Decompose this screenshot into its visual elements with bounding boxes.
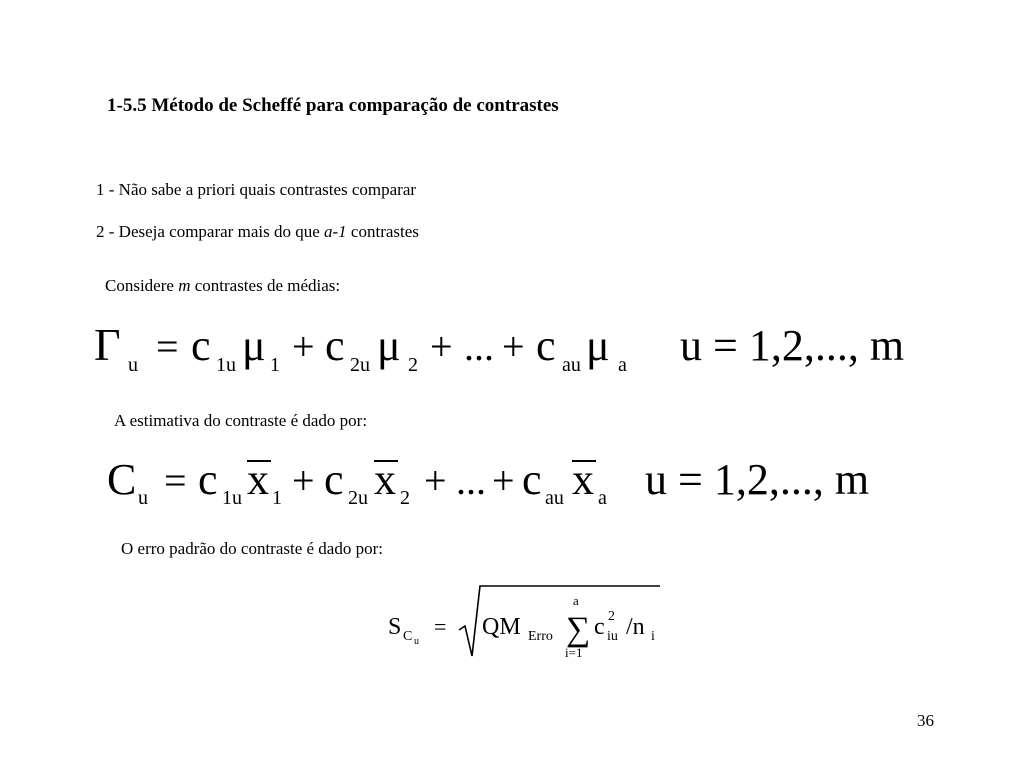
eq1-c1-sub: 1u xyxy=(216,354,236,376)
condition-2-prefix: 2 - Deseja comparar mais do que xyxy=(96,222,324,241)
condition-2-em: a-1 xyxy=(324,222,347,241)
eq3-c-sup: 2 xyxy=(608,609,615,624)
eq1-c2-sub: 2u xyxy=(350,354,370,376)
eq2-xa-sub: a xyxy=(598,487,607,509)
eq2-c-lhs: C xyxy=(107,455,137,504)
eq1-gamma-sub: u xyxy=(128,354,138,376)
eq1-mua-sub: a xyxy=(618,354,627,376)
eq3-c-sub: iu xyxy=(607,629,618,644)
eq3-n-sub: i xyxy=(651,629,655,644)
eq2-xa: x xyxy=(572,455,594,504)
eq1-mua: μ xyxy=(586,321,610,370)
eq2-plus1: + xyxy=(292,458,315,503)
condition-2-suffix: contrastes xyxy=(346,222,419,241)
eq3-s-sub: C xyxy=(403,629,413,644)
eq2-c1: c xyxy=(198,455,218,504)
eq2-plus2: + xyxy=(424,458,447,503)
eq2-x1-sub: 1 xyxy=(272,487,282,509)
eq1-dots: ... xyxy=(464,324,494,369)
eq2-x2-sub: 2 xyxy=(400,487,410,509)
eq3-equals: = xyxy=(434,614,447,639)
eq1-equals: = xyxy=(156,324,179,369)
eq1-gamma: Γ xyxy=(94,319,121,370)
error-label: O erro padrão do contraste é dado por: xyxy=(121,539,383,558)
eq3-sum-top: a xyxy=(573,593,579,608)
eq1-plus1: + xyxy=(292,324,315,369)
eq3-sum: ∑ xyxy=(566,611,591,648)
eq1-range: u = 1,2,..., m xyxy=(680,321,905,370)
eq2-dots: ... xyxy=(456,458,486,503)
consider-suffix: contrastes de médias: xyxy=(190,276,341,295)
eq1-mu1: μ xyxy=(242,321,266,370)
eq1-c1: c xyxy=(191,321,211,370)
eq3-qm: QM xyxy=(482,614,521,640)
eq2-c1-sub: 1u xyxy=(222,487,242,509)
eq2-x2: x xyxy=(374,455,396,504)
eq1-mu1-sub: 1 xyxy=(270,354,280,376)
eq3-qm-sub: Erro xyxy=(528,629,553,644)
consider-em: m xyxy=(178,276,191,295)
slide-title: 1-5.5 Método de Scheffé para comparação de contrastes xyxy=(107,95,559,116)
eq2-c2: c xyxy=(324,455,344,504)
eq2-range: u = 1,2,..., m xyxy=(645,455,870,504)
eq2-plus3: + xyxy=(492,458,515,503)
condition-1: 1 - Não sabe a priori quais contrastes comparar xyxy=(96,180,417,199)
eq3-over-n: /n xyxy=(626,614,645,640)
eq3-sum-bottom: i=1 xyxy=(565,645,583,660)
eq2-ca-sub: au xyxy=(545,487,564,509)
eq1-plus3: + xyxy=(502,324,525,369)
eq1-ca: c xyxy=(536,321,556,370)
eq3-s-subsub: u xyxy=(414,636,419,647)
eq3-c: c xyxy=(594,614,605,640)
consider-prefix: Considere xyxy=(105,276,179,295)
eq3-s: S xyxy=(388,614,402,640)
eq2-x1: x xyxy=(247,455,269,504)
eq2-c-lhs-sub: u xyxy=(138,487,148,509)
eq1-mu2-sub: 2 xyxy=(408,354,418,376)
estimate-label: A estimativa do contraste é dado por: xyxy=(114,411,368,430)
eq1-plus2: + xyxy=(430,324,453,369)
eq2-equals: = xyxy=(164,458,187,503)
eq1-ca-sub: au xyxy=(562,354,581,376)
eq2-ca: c xyxy=(522,455,542,504)
eq1-mu2: μ xyxy=(377,321,401,370)
eq2-c2-sub: 2u xyxy=(348,487,368,509)
eq1-c2: c xyxy=(325,321,345,370)
page-number: 36 xyxy=(917,711,934,730)
